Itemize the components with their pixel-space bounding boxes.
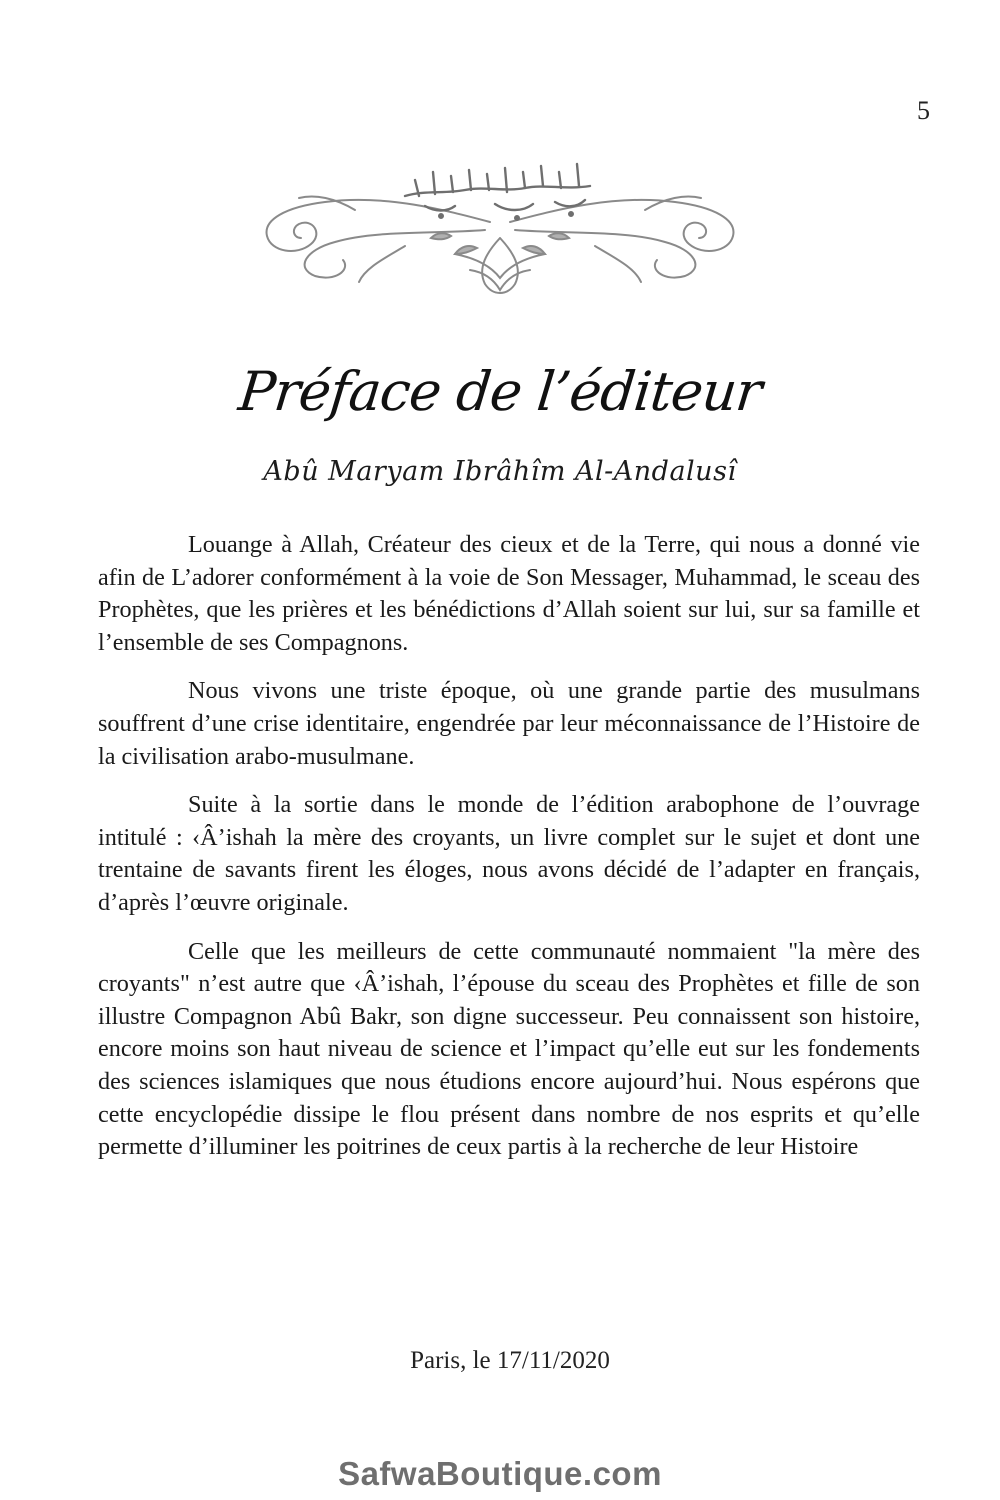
paragraph: Nous vivons une triste époque, où une grande partie des musulmans souffrent d’une crise identitaire, engendrée par leur méconnaissance de l’Histoire de la civilisation arabo-musulmane. xyxy=(98,677,920,770)
page-number: 5 xyxy=(917,96,930,125)
author-name: Abû Maryam Ibrâhîm Al-Andalusî xyxy=(263,456,737,487)
place-date-signature: Paris, le 17/11/2020 xyxy=(410,1347,610,1374)
page-title: Préface de l’éditeur xyxy=(235,360,765,423)
paragraph: Suite à la sortie dans le monde de l’édition arabophone de l’ouvrage intitulé : ‹Â’ishah la mère des croyants, un livre complet sur le sujet et dont une trentaine de savants firent les éloges, nous avons décidé de l’adapter en français, d’après l’œuvre originale. xyxy=(98,791,920,916)
paragraph: Louange à Allah, Créateur des cieux et de la Terre, qui nous a donné vie afin de L’adorer conformément à la voie de Son Messager, Muhammad, le sceau des Prophètes, que les prières et les bénédictions d’Allah soient sur lui, sur sa famille et l’ensemble de ses Compagnons. xyxy=(98,531,920,656)
preface-body xyxy=(98,529,920,1180)
paragraph: Celle que les meilleurs de cette communauté nommaient "la mère des croyants" n’est autre que ‹Â’ishah, l’épouse du sceau des Prophètes et fille de son illustre Compagnon Abû Bakr, son digne successeur. Peu connaissent son histoire, encore moins son haut niveau de science et l’impact qu’elle eut sur les fondements des sciences islamiques que nous étudions encore aujourd’hui. Nous espérons que cette encyclopédie dissipe le flou présent dans nombre de nos esprits et qu’elle permette d’illuminer les poitrines de ceux partis à la recherche de leur Histoire xyxy=(98,937,920,1161)
watermark: SafwaBoutique.com xyxy=(338,1455,662,1492)
basmala-ornament-icon xyxy=(255,150,745,300)
